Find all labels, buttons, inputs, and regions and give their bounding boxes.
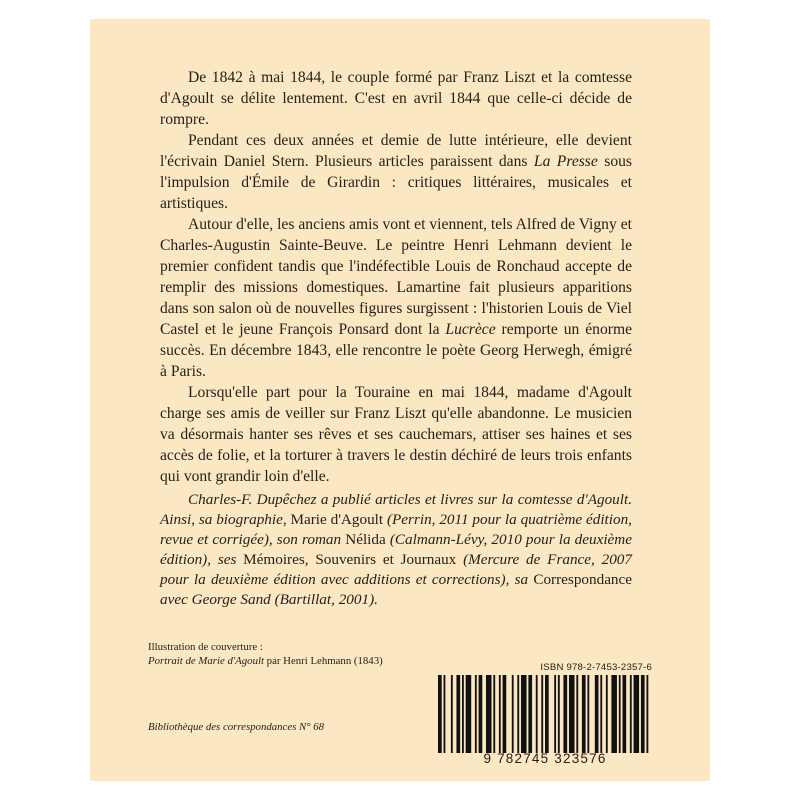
barcode-block [438,662,652,766]
paragraph-3: Autour d'elle, les anciens amis vont et viennent, tels Alfred de Vigny et Charles-Augustin Sainte-Beuve. Le peintre Henri Lehmann devient le premier confident tandis que l'indéfectible Louis de Ronchaud accepte de remplir des missions domestiques. Lamartine fait plusieurs apparitions dans son salon où de nouvelles figures surgissent : l'historien Louis de Viel Castel et le jeune François Ponsard dont la Lucrèce remporte un énorme succès. En décembre 1843, elle rencontre le poète Georg Herwegh, émigré à Paris. [160,216,632,380]
collection-label: Bibliothèque des correspondances N° 68 [148,721,325,733]
barcode-digits: 9 782745 323576 [483,751,607,766]
author-note: Charles-F. Dupêchez a publié articles et livres sur la comtesse d'Agoult. Ainsi, sa biographie, Marie d'Agoult (Perrin, 2011 pour la quatrième édition, revue et corrigée), son roman Nélida (Calmann-Lévy, 2010 pour la deuxième édition), ses Mémoires, Souvenirs et Journaux (Mercure de France, 2007 pour la deuxième édition avec additions et corrections), sa Correspondance avec George Sand (Bartillat, 2001). [160,491,633,608]
book-title: Mémoires, Souvenirs et Journaux [243,551,457,568]
back-cover [90,19,710,781]
book-title: Marie d'Agoult [290,511,384,528]
title-la-presse: La Presse [533,153,598,170]
isbn-label: ISBN 978-2-7453-2357-6 [540,662,652,673]
title-lucrece: Lucrèce [445,321,496,338]
illustration-credit: Illustration de couverture : Portrait de Marie d'Agoult par Henri Lehmann (1843) [148,641,383,667]
paragraph-2: Pendant ces deux années et demie de lutte intérieure, elle devient l'écrivain Daniel Stern. Plusieurs articles paraissent dans La Presse sous l'impulsion d'Émile de Girardin : critiques littéraires, musicales et artistiques. [160,132,632,212]
barcode-icon [438,675,652,753]
book-title: Correspondance [533,571,633,588]
paragraph-4: Lorsqu'elle part pour la Touraine en mai 1844, madame d'Agoult charge ses amis de veiller sur Franz Liszt qu'elle abandonne. Le musicien va désormais hanter ses rêves et ses cauchemars, attiser ses haines et ses accès de folie, et la torturer à travers le destin déchiré de leurs trois enfants qui vont grandir loin d'elle. [160,384,632,485]
paragraph-1: De 1842 à mai 1844, le couple formé par Franz Liszt et la comtesse d'Agoult se délite lentement. C'est en avril 1844 que celle-ci décide de rompre. [160,69,632,128]
book-title: Nélida [345,531,386,548]
synopsis [160,67,632,487]
